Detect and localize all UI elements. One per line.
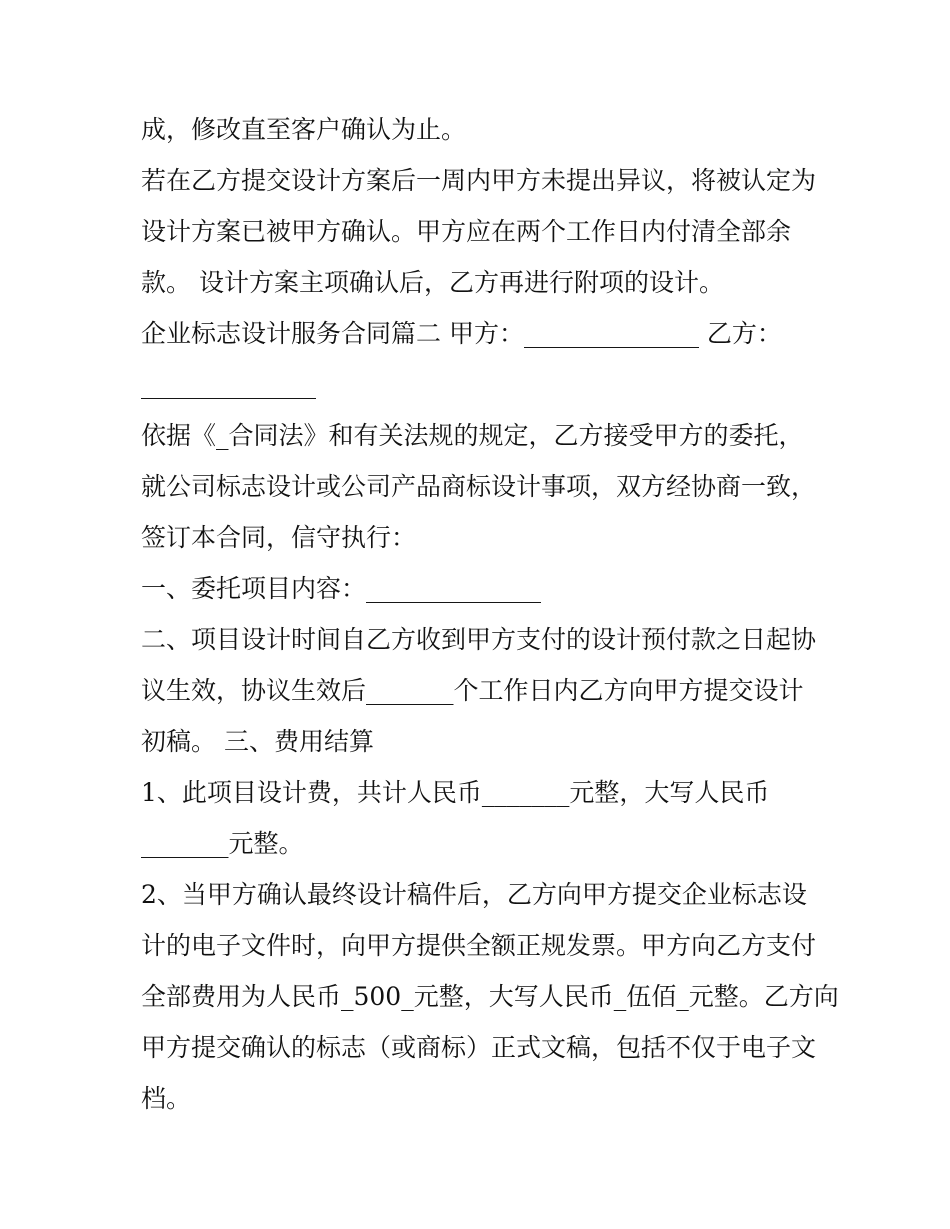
text-line-4: 款。 设计方案主项确认后，乙方再进行附项的设计。 — [141, 268, 724, 297]
text-line-2: 若在乙方提交设计方案后一周内甲方未提出异议，将被认定为 — [141, 166, 817, 195]
section-heading-line: 企业标志设计服务合同篇二 甲方：______________ 乙方： — [141, 319, 782, 348]
fee-item-1-line-2: _______元整。 — [141, 829, 304, 858]
fee-item-1-line-1: 1、此项目设计费，共计人民币_______元整，大写人民币 — [141, 778, 770, 807]
fee-item-2-line-3: 全部费用为人民币_500_元整，大写人民币_伍佰_元整。乙方向 — [141, 982, 839, 1011]
clause-2-line-1: 二、项目设计时间自乙方收到甲方支付的设计预付款之日起协 — [141, 625, 817, 654]
clause-3-heading-line: 初稿。 三、费用结算 — [141, 727, 374, 756]
party-b-blank-line: ______________ — [141, 370, 316, 399]
text-line-7: 依据《_合同法》和有关法规的规定，乙方接受甲方的委托， — [141, 421, 804, 450]
text-line-1: 成，修改直至客户确认为止。 — [141, 115, 467, 144]
text-line-9: 签订本合同，信守执行： — [141, 523, 417, 552]
clause-2-line-2: 议生效，协议生效后_______个工作日内乙方向甲方提交设计 — [141, 676, 804, 705]
fee-item-2-line-2: 计的电子文件时，向甲方提供全额正规发票。甲方向乙方支付 — [141, 931, 817, 960]
document-body — [141, 104, 839, 1124]
fee-item-2-line-5: 档。 — [141, 1084, 192, 1113]
text-line-8: 就公司标志设计或公司产品商标设计事项，双方经协商一致， — [141, 472, 817, 501]
text-line-3: 设计方案已被甲方确认。甲方应在两个工作日内付清全部余 — [141, 217, 792, 246]
fee-item-2-line-1: 2、当甲方确认最终设计稿件后，乙方向甲方提交企业标志设 — [141, 880, 807, 909]
clause-1-line: 一、委托项目内容：______________ — [141, 574, 542, 603]
fee-item-2-line-4: 甲方提交确认的标志（或商标）正式文稿，包括不仅于电子文 — [141, 1033, 817, 1062]
